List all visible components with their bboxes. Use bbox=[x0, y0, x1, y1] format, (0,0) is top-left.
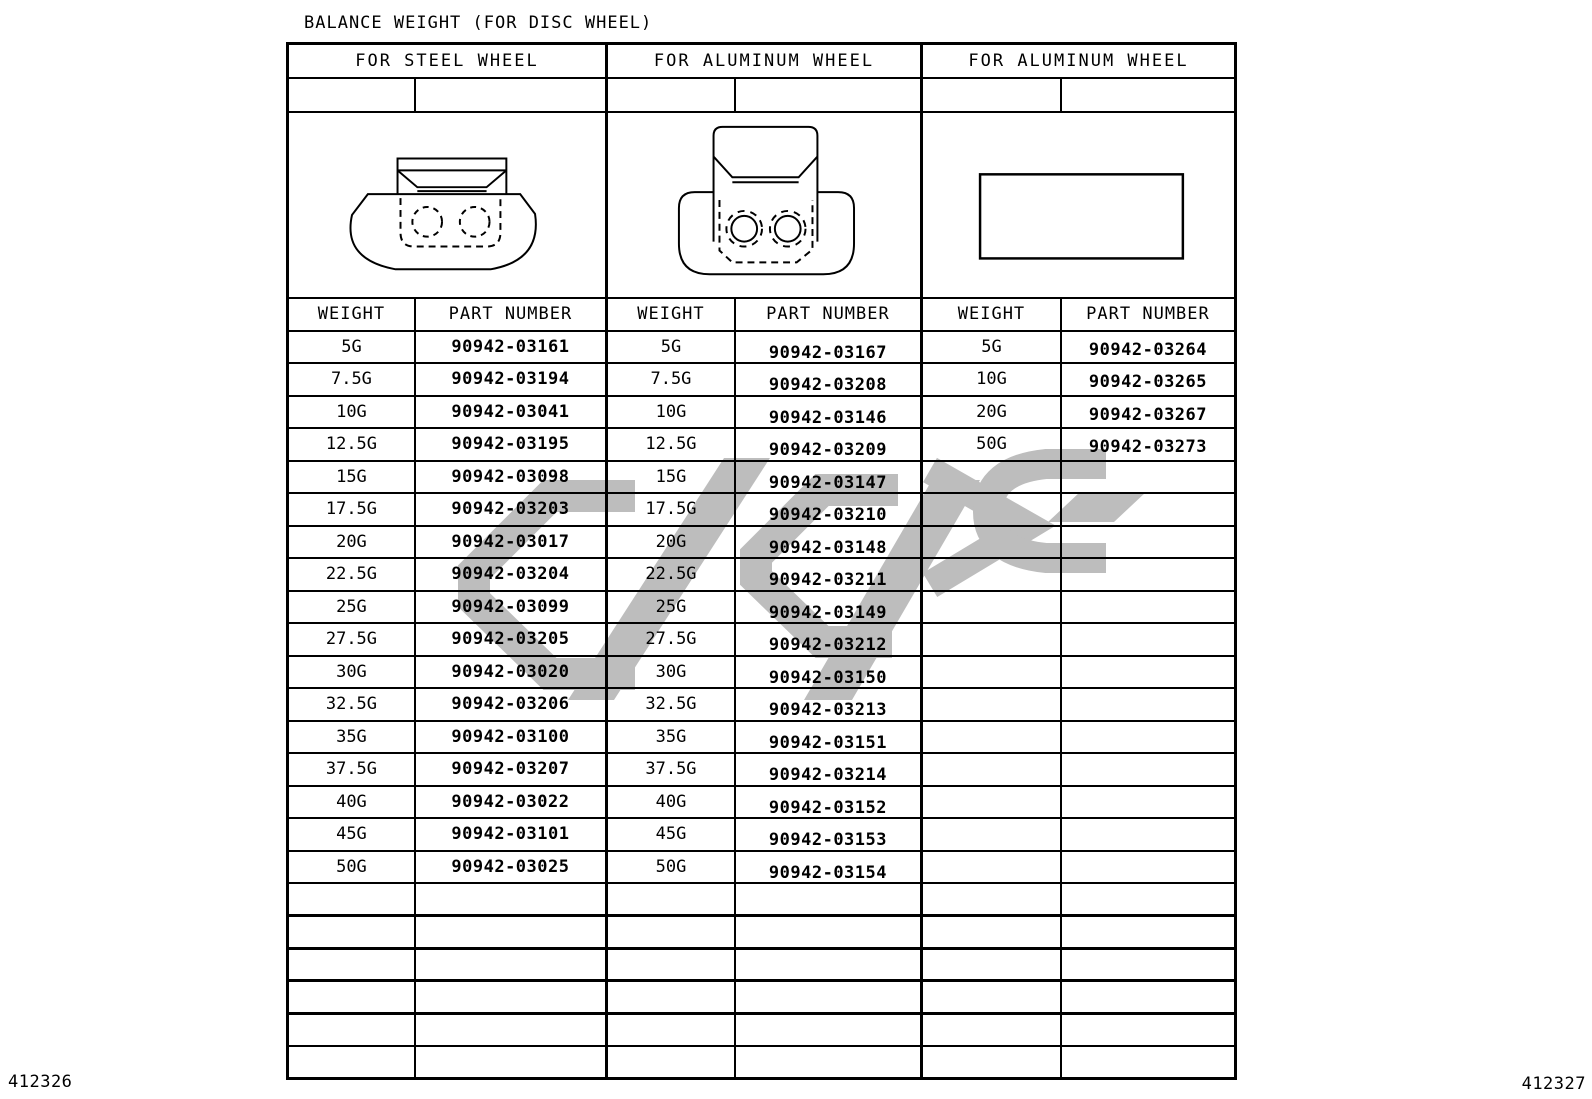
weight-cell bbox=[607, 656, 735, 689]
weight-value: 7.5G bbox=[330, 369, 372, 390]
part-number-cell bbox=[735, 688, 922, 721]
part-number-value: 90942-03265 bbox=[1088, 372, 1208, 393]
part-number-value: 90942-03020 bbox=[451, 661, 570, 682]
weight-value: 35G bbox=[336, 726, 367, 747]
weight-cell bbox=[288, 1013, 415, 1046]
weight-column-header: WEIGHT bbox=[607, 298, 735, 331]
weight-column-header: WEIGHT bbox=[288, 298, 415, 331]
weight-cell bbox=[288, 461, 415, 494]
part-number-value: 90942-03017 bbox=[451, 531, 570, 552]
weight-cell bbox=[922, 461, 1061, 494]
part-number-cell bbox=[415, 363, 607, 396]
group-header-steel-wheel: FOR STEEL WHEEL bbox=[288, 44, 607, 78]
group-header-aluminum-wheel-2: FOR ALUMINUM WHEEL bbox=[922, 44, 1236, 78]
weight-cell bbox=[607, 1046, 735, 1079]
part-number-value: 90942-03205 bbox=[451, 629, 570, 650]
weight-cell bbox=[922, 558, 1061, 591]
weight-value: 37.5G bbox=[645, 759, 697, 780]
weight-cell bbox=[288, 591, 415, 624]
part-number-cell bbox=[415, 558, 607, 591]
illustration-row bbox=[288, 112, 1236, 298]
part-number-value: 90942-03098 bbox=[451, 466, 570, 487]
part-number-value: 90942-03161 bbox=[451, 336, 570, 357]
part-number-value: 90942-03210 bbox=[768, 505, 887, 526]
part-number-cell bbox=[735, 396, 922, 429]
part-number-cell bbox=[415, 948, 607, 981]
weight-value: 27.5G bbox=[645, 629, 697, 650]
part-number-value: 90942-03209 bbox=[768, 440, 887, 461]
weight-value: 50G bbox=[336, 856, 367, 877]
part-number-value: 90942-03208 bbox=[768, 375, 887, 396]
weight-value: 15G bbox=[655, 466, 687, 487]
table-row bbox=[288, 363, 1236, 396]
part-number-cell bbox=[1061, 396, 1236, 429]
subheader-row bbox=[288, 78, 1236, 112]
part-number-cell bbox=[415, 591, 607, 624]
weight-value: 22.5G bbox=[645, 564, 697, 585]
weight-cell bbox=[288, 981, 415, 1014]
table-row bbox=[288, 428, 1236, 461]
part-number-cell bbox=[415, 916, 607, 949]
part-number-value: 90942-03148 bbox=[768, 537, 887, 558]
part-number-cell bbox=[415, 721, 607, 754]
part-number-cell bbox=[735, 461, 922, 494]
weight-cell bbox=[922, 526, 1061, 559]
weight-cell bbox=[607, 591, 735, 624]
weight-cell bbox=[922, 1046, 1061, 1079]
weight-cell bbox=[922, 688, 1061, 721]
table-row bbox=[288, 948, 1236, 981]
part-number-cell bbox=[415, 623, 607, 656]
part-number-value: 90942-03146 bbox=[768, 407, 887, 428]
weight-value: 5G bbox=[981, 336, 1002, 357]
weight-cell bbox=[607, 916, 735, 949]
weight-cell bbox=[607, 981, 735, 1014]
part-number-cell bbox=[415, 981, 607, 1014]
weight-cell bbox=[922, 721, 1061, 754]
part-number-cell bbox=[415, 1013, 607, 1046]
part-number-value: 90942-03203 bbox=[451, 499, 570, 520]
part-number-value: 90942-03267 bbox=[1088, 404, 1208, 425]
weight-cell bbox=[607, 623, 735, 656]
balance-weight-table bbox=[286, 42, 1237, 1080]
part-number-cell bbox=[1061, 331, 1236, 364]
part-number-value: 90942-03273 bbox=[1088, 437, 1208, 458]
weight-value: 50G bbox=[976, 434, 1007, 455]
part-number-cell bbox=[1061, 558, 1236, 591]
group-header-row bbox=[288, 44, 1236, 78]
table-row bbox=[288, 883, 1236, 916]
weight-value: 30G bbox=[336, 661, 367, 682]
weight-cell bbox=[288, 818, 415, 851]
part-number-cell bbox=[415, 656, 607, 689]
weight-cell bbox=[922, 851, 1061, 884]
empty-cell bbox=[288, 78, 415, 112]
part-number-cell bbox=[1061, 721, 1236, 754]
part-number-cell bbox=[735, 916, 922, 949]
part-number-value: 90942-03151 bbox=[768, 732, 887, 753]
part-number-value: 90942-03195 bbox=[451, 434, 570, 455]
part-number-value: 90942-03149 bbox=[768, 602, 887, 623]
part-number-cell bbox=[735, 363, 922, 396]
weight-cell bbox=[607, 331, 735, 364]
part-number-value: 90942-03214 bbox=[768, 765, 887, 786]
table-row bbox=[288, 396, 1236, 429]
part-number-cell bbox=[1061, 363, 1236, 396]
weight-cell bbox=[288, 526, 415, 559]
table-row bbox=[288, 461, 1236, 494]
weight-cell bbox=[607, 1013, 735, 1046]
part-number-cell bbox=[1061, 591, 1236, 624]
page-title: BALANCE WEIGHT (FOR DISC WHEEL) bbox=[304, 13, 653, 33]
part-number-cell bbox=[735, 981, 922, 1014]
part-number-cell bbox=[415, 331, 607, 364]
part-number-cell bbox=[1061, 526, 1236, 559]
part-number-cell bbox=[1061, 851, 1236, 884]
weight-cell bbox=[922, 916, 1061, 949]
weight-column-header: WEIGHT bbox=[922, 298, 1061, 331]
part-number-cell bbox=[415, 883, 607, 916]
weight-cell bbox=[288, 721, 415, 754]
part-number-cell bbox=[1061, 428, 1236, 461]
weight-cell bbox=[922, 591, 1061, 624]
weight-cell bbox=[607, 753, 735, 786]
part-number-cell bbox=[415, 493, 607, 526]
weight-cell bbox=[288, 786, 415, 819]
weight-value: 40G bbox=[655, 791, 687, 812]
weight-cell bbox=[607, 558, 735, 591]
group-header-aluminum-wheel: FOR ALUMINUM WHEEL bbox=[607, 44, 922, 78]
weight-cell bbox=[607, 851, 735, 884]
table-row bbox=[288, 493, 1236, 526]
part-number-cell bbox=[735, 818, 922, 851]
weight-cell bbox=[288, 688, 415, 721]
part-number-cell bbox=[415, 688, 607, 721]
table-row bbox=[288, 916, 1236, 949]
weight-cell bbox=[607, 688, 735, 721]
weight-cell bbox=[922, 883, 1061, 916]
weight-cell bbox=[607, 786, 735, 819]
weight-value: 7.5G bbox=[650, 369, 692, 390]
part-number-value: 90942-03147 bbox=[768, 472, 887, 493]
weight-cell bbox=[288, 948, 415, 981]
weight-cell bbox=[922, 363, 1061, 396]
weight-cell bbox=[607, 493, 735, 526]
weight-value: 5G bbox=[341, 336, 362, 357]
part-number-cell bbox=[735, 1046, 922, 1079]
weight-cell bbox=[288, 363, 415, 396]
stick-on-weight-plate-illustration bbox=[923, 113, 1234, 297]
illustration-cell bbox=[607, 112, 922, 298]
illustration-cell bbox=[288, 112, 607, 298]
table-row bbox=[288, 721, 1236, 754]
part-number-cell bbox=[1061, 461, 1236, 494]
part-number-cell bbox=[1061, 493, 1236, 526]
part-number-value: 90942-03212 bbox=[768, 635, 887, 656]
part-number-cell bbox=[735, 883, 922, 916]
weight-cell bbox=[288, 656, 415, 689]
part-number-cell bbox=[415, 1046, 607, 1079]
part-number-value: 90942-03100 bbox=[451, 726, 570, 747]
weight-cell bbox=[922, 818, 1061, 851]
weight-value: 35G bbox=[655, 726, 687, 747]
part-number-cell bbox=[415, 526, 607, 559]
part-number-cell bbox=[735, 851, 922, 884]
weight-cell bbox=[922, 981, 1061, 1014]
table-row bbox=[288, 656, 1236, 689]
table-row bbox=[288, 558, 1236, 591]
weight-cell bbox=[288, 1046, 415, 1079]
part-number-value: 90942-03025 bbox=[451, 856, 570, 877]
weight-cell bbox=[288, 753, 415, 786]
weight-value: 15G bbox=[336, 466, 367, 487]
part-number-cell bbox=[415, 818, 607, 851]
illustration-cell bbox=[922, 112, 1236, 298]
part-number-cell bbox=[735, 623, 922, 656]
part-number-value: 90942-03150 bbox=[768, 667, 887, 688]
table-row bbox=[288, 786, 1236, 819]
part-number-cell bbox=[735, 558, 922, 591]
part-number-cell bbox=[1061, 1013, 1236, 1046]
part-number-cell bbox=[1061, 1046, 1236, 1079]
weight-value: 10G bbox=[976, 369, 1007, 390]
weight-cell bbox=[607, 428, 735, 461]
part-number-value: 90942-03213 bbox=[768, 700, 887, 721]
part-number-cell bbox=[735, 1013, 922, 1046]
part-number-cell bbox=[735, 591, 922, 624]
part-number-value: 90942-03101 bbox=[451, 824, 570, 845]
part-number-value: 90942-03041 bbox=[451, 401, 570, 422]
part-number-value: 90942-03153 bbox=[768, 830, 887, 851]
part-number-cell bbox=[415, 851, 607, 884]
weight-value: 10G bbox=[655, 401, 687, 422]
part-number-value: 90942-03099 bbox=[451, 596, 570, 617]
weight-cell bbox=[288, 493, 415, 526]
column-header-row bbox=[288, 298, 1236, 331]
part-number-value: 90942-03194 bbox=[451, 369, 570, 390]
weight-value: 37.5G bbox=[325, 759, 378, 780]
part-number-cell bbox=[1061, 981, 1236, 1014]
part-number-value: 90942-03207 bbox=[451, 759, 570, 780]
part-number-value: 90942-03264 bbox=[1088, 339, 1208, 360]
part-number-cell bbox=[415, 396, 607, 429]
weight-cell bbox=[922, 396, 1061, 429]
weight-cell bbox=[922, 753, 1061, 786]
weight-value: 27.5G bbox=[325, 629, 378, 650]
part-number-cell bbox=[735, 526, 922, 559]
weight-value: 20G bbox=[336, 531, 367, 552]
weight-cell bbox=[922, 493, 1061, 526]
weight-cell bbox=[288, 623, 415, 656]
part-number-value: 90942-03206 bbox=[451, 694, 570, 715]
part-number-cell bbox=[415, 753, 607, 786]
weight-value: 20G bbox=[976, 401, 1007, 422]
part-number-value: 90942-03152 bbox=[768, 797, 887, 818]
weight-cell bbox=[288, 331, 415, 364]
weight-cell bbox=[607, 363, 735, 396]
part-number-cell bbox=[735, 331, 922, 364]
weight-cell bbox=[922, 786, 1061, 819]
part-number-cell bbox=[735, 493, 922, 526]
weight-value: 17.5G bbox=[645, 499, 697, 520]
part-number-cell bbox=[415, 428, 607, 461]
weight-cell bbox=[922, 1013, 1061, 1046]
weight-value: 25G bbox=[655, 596, 687, 617]
empty-cell bbox=[1061, 78, 1236, 112]
weight-cell bbox=[607, 721, 735, 754]
part-number-value: 90942-03204 bbox=[451, 564, 570, 585]
weight-value: 45G bbox=[336, 824, 367, 845]
part-number-cell bbox=[1061, 688, 1236, 721]
weight-cell bbox=[288, 428, 415, 461]
part-number-cell bbox=[1061, 656, 1236, 689]
empty-cell bbox=[607, 78, 735, 112]
weight-cell bbox=[607, 396, 735, 429]
weight-cell bbox=[607, 818, 735, 851]
weight-cell bbox=[288, 396, 415, 429]
table-head-rows bbox=[288, 44, 1236, 331]
weight-value: 32.5G bbox=[325, 694, 378, 715]
part-number-cell bbox=[1061, 818, 1236, 851]
part-number-cell bbox=[1061, 916, 1236, 949]
part-number-column-header: PART NUMBER bbox=[735, 298, 922, 331]
table-row bbox=[288, 851, 1236, 884]
part-number-cell bbox=[1061, 948, 1236, 981]
weight-cell bbox=[607, 526, 735, 559]
page-ref-right: 412327 bbox=[1521, 1074, 1586, 1094]
weight-cell bbox=[607, 883, 735, 916]
empty-cell bbox=[922, 78, 1061, 112]
part-number-cell bbox=[1061, 786, 1236, 819]
weight-value: 22.5G bbox=[325, 564, 378, 585]
table-body bbox=[288, 331, 1236, 1079]
weight-value: 45G bbox=[655, 824, 687, 845]
weight-value: 40G bbox=[336, 791, 367, 812]
page-ref-left: 412326 bbox=[8, 1072, 73, 1092]
weight-cell bbox=[922, 428, 1061, 461]
empty-cell bbox=[735, 78, 922, 112]
part-number-cell bbox=[735, 948, 922, 981]
weight-value: 32.5G bbox=[645, 694, 697, 715]
weight-cell bbox=[288, 558, 415, 591]
part-number-cell bbox=[735, 753, 922, 786]
weight-cell bbox=[922, 656, 1061, 689]
weight-cell bbox=[922, 623, 1061, 656]
part-number-cell bbox=[1061, 623, 1236, 656]
part-number-cell bbox=[735, 428, 922, 461]
part-number-value: 90942-03154 bbox=[768, 862, 887, 883]
weight-value: 12.5G bbox=[645, 434, 697, 455]
weight-value: 12.5G bbox=[325, 434, 378, 455]
part-number-value: 90942-03167 bbox=[768, 342, 887, 363]
weight-value: 5G bbox=[660, 336, 682, 357]
table-row bbox=[288, 753, 1236, 786]
weight-cell bbox=[288, 916, 415, 949]
table-row bbox=[288, 331, 1236, 364]
table-row bbox=[288, 1013, 1236, 1046]
weight-cell bbox=[607, 461, 735, 494]
empty-cell bbox=[415, 78, 607, 112]
part-number-value: 90942-03211 bbox=[768, 570, 887, 591]
part-number-cell bbox=[1061, 753, 1236, 786]
part-number-cell bbox=[735, 656, 922, 689]
weight-cell bbox=[607, 948, 735, 981]
part-number-cell bbox=[1061, 883, 1236, 916]
weight-cell bbox=[288, 883, 415, 916]
table-row bbox=[288, 981, 1236, 1014]
table-row bbox=[288, 818, 1236, 851]
weight-cell bbox=[922, 948, 1061, 981]
weight-value: 10G bbox=[336, 401, 367, 422]
part-number-column-header: PART NUMBER bbox=[1061, 298, 1236, 331]
weight-value: 20G bbox=[655, 531, 687, 552]
aluminum-clip-weight-illustration bbox=[608, 113, 920, 297]
part-number-cell bbox=[735, 786, 922, 819]
steel-clip-weight-illustration bbox=[289, 113, 605, 297]
part-number-cell bbox=[415, 461, 607, 494]
weight-value: 17.5G bbox=[325, 499, 378, 520]
table-row bbox=[288, 688, 1236, 721]
table-row bbox=[288, 526, 1236, 559]
part-number-value: 90942-03022 bbox=[451, 791, 570, 812]
weight-cell bbox=[288, 851, 415, 884]
table-row bbox=[288, 591, 1236, 624]
weight-value: 50G bbox=[655, 856, 687, 877]
weight-value: 30G bbox=[655, 661, 687, 682]
table-row bbox=[288, 623, 1236, 656]
weight-cell bbox=[922, 331, 1061, 364]
weight-value: 25G bbox=[336, 596, 367, 617]
part-number-cell bbox=[735, 721, 922, 754]
part-number-column-header: PART NUMBER bbox=[415, 298, 607, 331]
table-row bbox=[288, 1046, 1236, 1079]
part-number-cell bbox=[415, 786, 607, 819]
